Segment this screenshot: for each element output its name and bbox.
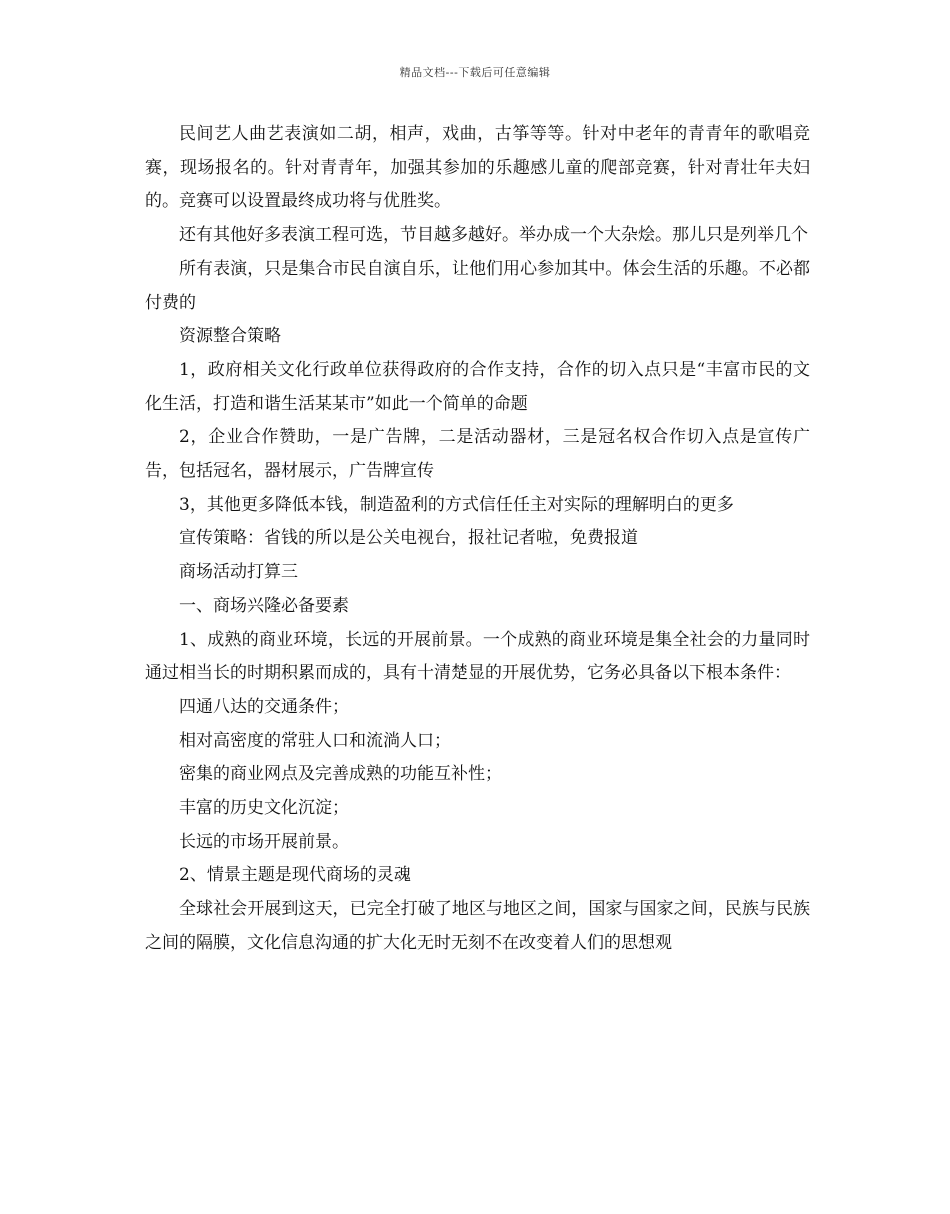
paragraph: 2，企业合作赞助，一是广告牌，二是活动器材，三是冠名权合作切入点是宣传广告，包括冠名，器材展示，广告牌宣传 [145, 427, 810, 482]
list-item: 密集的商业网点及完善成熟的功能互补性； [179, 764, 502, 785]
list-item: 四通八达的交通条件； [179, 696, 349, 717]
section-heading: 2、情景主题是现代商场的灵魂 [179, 865, 411, 886]
list-item: 丰富的历史文化沉淀； [179, 798, 349, 819]
paragraph: 全球社会开展到这天，已完全打破了地区与地区之间，国家与国家之间，民族与民族之间的隔膜，文化信息沟通的扩大化无时无刻不在改变着人们的思想观 [145, 899, 810, 953]
paragraph: 1、成熟的商业环境，长远的开展前景。一个成熟的商业环境是集全社会的力量同时通过相当长的时期积累而成的，具有十清楚显的开展优势，它务必具备以下根本条件： [145, 629, 810, 684]
section-heading: 一、商场兴隆必备要素 [179, 595, 349, 616]
paragraph: 1，政府相关文化行政单位获得政府的合作支持，合作的切入点只是“丰富市民的文化生活，打造和谐生活某某市”如此一个简单的命题 [145, 359, 810, 414]
section-heading: 商场活动打算三 [179, 562, 298, 583]
page-header: 精品文档---下载后可任意编辑 [399, 66, 551, 79]
paragraph: 3，其他更多降低本钱，制造盈利的方式信任任主对实际的理解明白的更多 [179, 494, 734, 515]
paragraph: 还有其他好多表演工程可选，节目越多越好。举办成一个大杂烩。那儿只是列举几个 [179, 225, 808, 246]
paragraph: 所有表演，只是集合市民自演自乐，让他们用心参加其中。体会生活的乐趣。不必都付费的 [145, 258, 810, 313]
document-body [145, 118, 810, 961]
list-item: 相对高密度的常驻人口和流淌人口； [179, 730, 451, 751]
paragraph: 民间艺人曲艺表演如二胡，相声，戏曲，古筝等等。针对中老年的青青年的歌唱竞赛，现场报名的。针对青青年，加强其参加的乐趣感儿童的爬部竞赛，针对青壮年夫妇的。竞赛可以设置最终成功将与优胜奖。 [145, 124, 810, 212]
paragraph: 宣传策略：省钱的所以是公关电视台，报社记者啦，免费报道 [179, 528, 638, 549]
section-heading: 资源整合策略 [179, 326, 281, 347]
list-item: 长远的市场开展前景。 [179, 831, 349, 852]
